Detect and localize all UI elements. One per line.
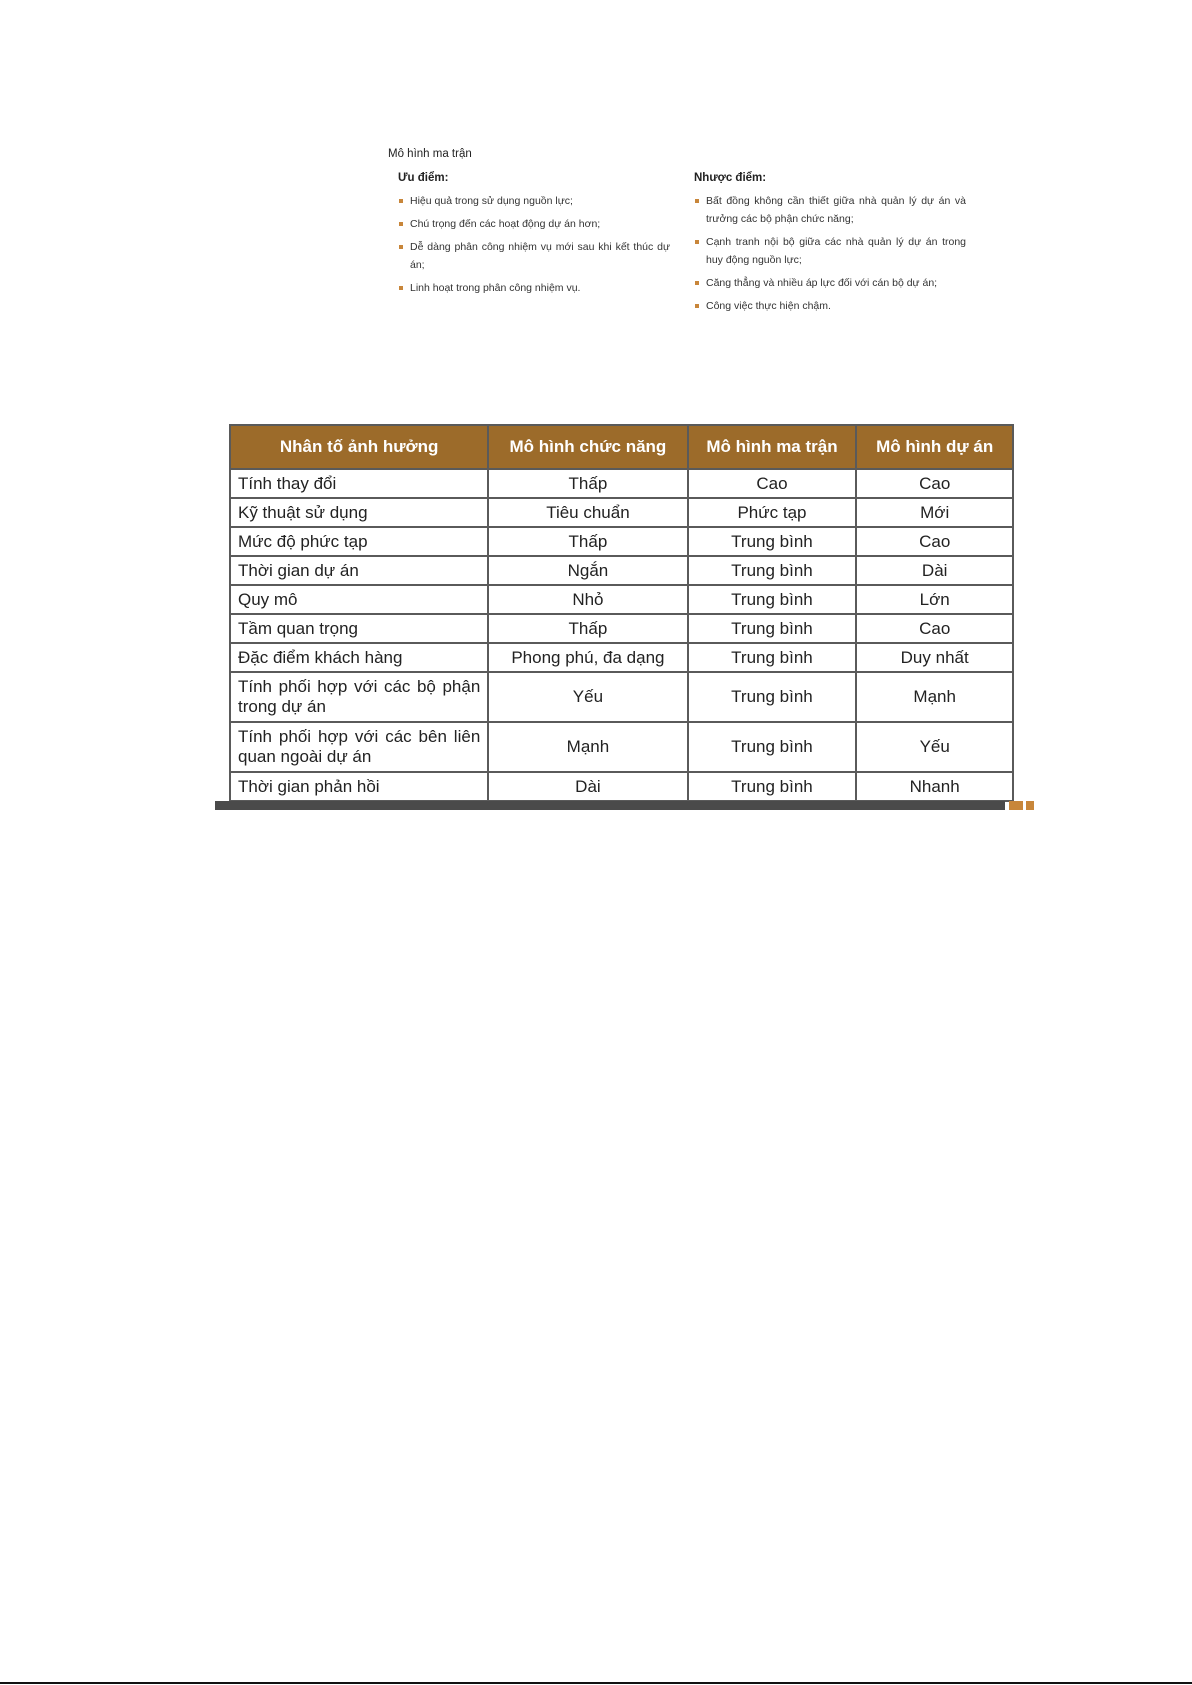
slide-footer-accent — [1009, 801, 1034, 810]
table-cell: Tính phối hợp với các bên liên quan ngoài dự án — [230, 722, 488, 772]
table-cell: Lớn — [856, 585, 1013, 614]
cons-column — [694, 172, 966, 320]
slide-footer-bar — [215, 801, 1005, 810]
table-cell: Mạnh — [488, 722, 687, 772]
table-cell: Nhanh — [856, 772, 1013, 801]
table-cell: Đặc điểm khách hàng — [230, 643, 488, 672]
table-cell: Mới — [856, 498, 1013, 527]
table-row — [230, 614, 1013, 643]
table-cell: Cao — [856, 527, 1013, 556]
table-cell: Tính thay đổi — [230, 469, 488, 498]
matrix-model-slide — [380, 140, 980, 340]
table-row — [230, 672, 1013, 722]
list-item: Dễ dàng phân công nhiệm vụ mới sau khi kết thúc dự án; — [398, 238, 670, 274]
table-cell: Thấp — [488, 527, 687, 556]
table-row — [230, 527, 1013, 556]
table-cell: Yếu — [856, 722, 1013, 772]
table-cell: Cao — [856, 614, 1013, 643]
accent-square — [1009, 801, 1023, 810]
pros-column — [398, 172, 670, 302]
table-cell: Cao — [688, 469, 857, 498]
table-row — [230, 556, 1013, 585]
table-row — [230, 722, 1013, 772]
table-cell: Thời gian phản hồi — [230, 772, 488, 801]
table-cell: Trung bình — [688, 527, 857, 556]
table-cell: Duy nhất — [856, 643, 1013, 672]
table-row — [230, 585, 1013, 614]
list-item: Bất đồng không cần thiết giữa nhà quản lý dự án và trưởng các bộ phận chức năng; — [694, 192, 966, 228]
table-cell: Thời gian dự án — [230, 556, 488, 585]
table-cell: Mạnh — [856, 672, 1013, 722]
table-cell: Mức độ phức tạp — [230, 527, 488, 556]
table-cell: Dài — [488, 772, 687, 801]
list-item: Công việc thực hiện chậm. — [694, 297, 966, 315]
column-header: Mô hình chức năng — [488, 425, 687, 469]
table-cell: Trung bình — [688, 722, 857, 772]
table-cell: Phong phú, đa dạng — [488, 643, 687, 672]
table-cell: Kỹ thuật sử dụng — [230, 498, 488, 527]
list-item: Chú trọng đến các hoạt động dự án hơn; — [398, 215, 670, 233]
list-item: Cạnh tranh nội bộ giữa các nhà quản lý dự án trong huy động nguồn lực; — [694, 233, 966, 269]
table-cell: Trung bình — [688, 585, 857, 614]
table-cell: Tiêu chuẩn — [488, 498, 687, 527]
slide-title: Mô hình ma trận — [388, 148, 472, 160]
column-header: Nhân tố ảnh hưởng — [230, 425, 488, 469]
table-cell: Trung bình — [688, 556, 857, 585]
table-header-row — [230, 425, 1013, 469]
table-cell: Tính phối hợp với các bộ phận trong dự án — [230, 672, 488, 722]
table-row — [230, 469, 1013, 498]
pros-list — [398, 192, 670, 297]
table-cell: Phức tạp — [688, 498, 857, 527]
table-cell: Trung bình — [688, 672, 857, 722]
list-item: Hiệu quả trong sử dụng nguồn lực; — [398, 192, 670, 210]
page-bottom-rule — [0, 1682, 1192, 1684]
table-cell: Yếu — [488, 672, 687, 722]
table-cell: Ngắn — [488, 556, 687, 585]
pros-heading: Ưu điểm: — [398, 172, 449, 184]
table-cell: Trung bình — [688, 772, 857, 801]
table-cell: Tầm quan trọng — [230, 614, 488, 643]
table-cell: Trung bình — [688, 643, 857, 672]
column-header: Mô hình ma trận — [688, 425, 857, 469]
accent-square — [1026, 801, 1034, 810]
table-cell: Thấp — [488, 469, 687, 498]
list-item: Linh hoạt trong phân công nhiệm vụ. — [398, 279, 670, 297]
cons-list — [694, 192, 966, 315]
table-cell: Nhỏ — [488, 585, 687, 614]
list-item: Căng thẳng và nhiều áp lực đối với cán bộ dự án; — [694, 274, 966, 292]
table-cell: Cao — [856, 469, 1013, 498]
column-header: Mô hình dự án — [856, 425, 1013, 469]
comparison-table — [229, 424, 1014, 802]
table-cell: Trung bình — [688, 614, 857, 643]
comparison-slide — [215, 418, 1035, 810]
cons-heading: Nhược điểm: — [694, 172, 767, 184]
table-cell: Quy mô — [230, 585, 488, 614]
table-cell: Thấp — [488, 614, 687, 643]
table-row — [230, 643, 1013, 672]
table-cell: Dài — [856, 556, 1013, 585]
table-row — [230, 772, 1013, 801]
table-row — [230, 498, 1013, 527]
